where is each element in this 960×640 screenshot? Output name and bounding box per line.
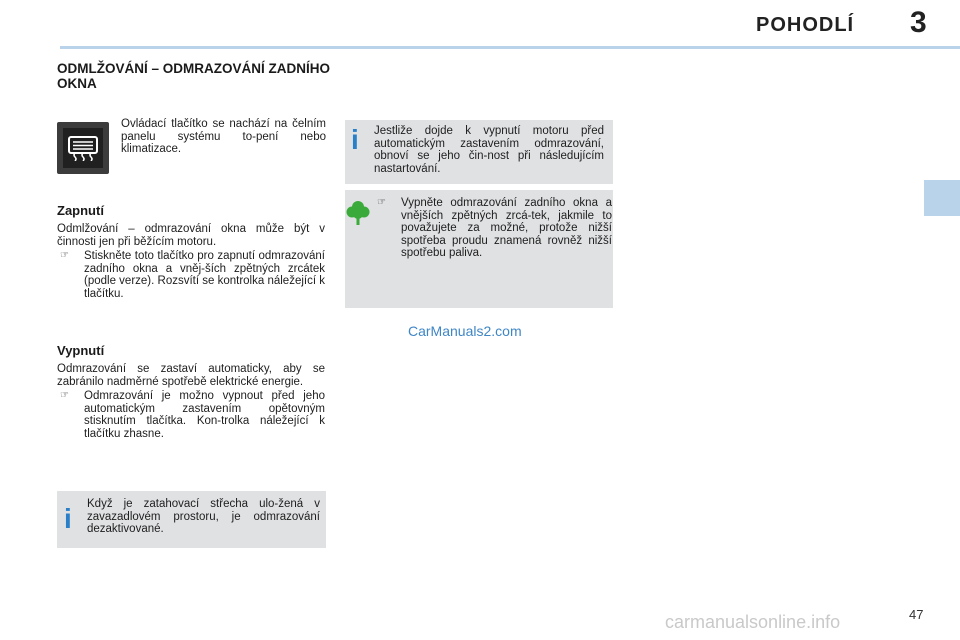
eco-tip-content	[374, 197, 612, 260]
info-icon: i	[351, 124, 359, 155]
vypnuti-heading: Vypnutí	[57, 343, 105, 358]
chapter-side-tab	[924, 180, 960, 216]
info-engine-text: Jestliže dojde k vypnutí motoru před automatickým zastavením odmrazování, obnoví se jeho čin-nost při následujícím nastartování.	[374, 125, 604, 175]
info-box-roof	[57, 491, 326, 548]
info-icon: i	[64, 503, 72, 534]
list-item	[57, 390, 325, 440]
pointing-hand-icon: ☞	[60, 250, 69, 261]
eco-tip-text: Vypněte odmrazování zadního okna a vnějších zpětných zrcá-tek, jakmile to považujete za možné, protože nižší spotřeba proudu znamená rovněž nižší spotřebu paliva.	[401, 197, 612, 259]
watermark-link[interactable]: CarManuals2.com	[408, 323, 522, 339]
zapnuti-bullet: Stiskněte toto tlačítko pro zapnutí odmrazování zadního okna a vněj-ších zpětných zrcátek (podle verze). Rozsvítí se kontrolka náležející k tlačítku.	[84, 250, 325, 300]
intro-text: Ovládací tlačítko se nachází na čelním panelu systému to-pení nebo klimatizace.	[121, 118, 326, 155]
chapter-number: 3	[910, 6, 927, 39]
info-roof-text: Když je zatahovací střecha ulo-žená v zavazadlovém prostoru, je odmrazování dezaktivované.	[87, 498, 320, 535]
list-item	[374, 197, 612, 260]
pointing-hand-icon: ☞	[60, 390, 69, 401]
list-item	[57, 250, 325, 300]
zapnuti-heading: Zapnutí	[57, 203, 104, 218]
vypnuti-text: Odmrazování se zastaví automaticky, aby se zabránilo nadměrné spotřebě elektrické energie.	[57, 363, 325, 388]
chapter-title: POHODLÍ	[756, 14, 855, 36]
page-number: 47	[909, 607, 924, 622]
pointing-hand-icon: ☞	[377, 197, 386, 208]
rear-defrost-icon	[66, 135, 100, 161]
rear-defrost-button-image	[57, 122, 109, 174]
footer-watermark: carmanualsonline.info	[665, 612, 841, 632]
section-title: ODMLŽOVÁNÍ – ODMRAZOVÁNÍ ZADNÍHO OKNA	[57, 61, 330, 91]
vypnuti-bullet: Odmrazování je možno vypnout před jeho automatickým zastavením opětovným stisknutím tlačítka. Kon-trolka náležející k tlačítku zhasne.	[84, 390, 325, 440]
zapnuti-text: Odmlžování – odmrazování okna může být v činnosti jen při běžícím motoru.	[57, 223, 325, 248]
tree-icon	[345, 198, 371, 228]
eco-tip-box	[345, 190, 613, 308]
header-rule	[60, 46, 960, 49]
info-box-engine	[345, 120, 613, 184]
zapnuti-section	[57, 223, 325, 300]
vypnuti-section	[57, 363, 325, 440]
